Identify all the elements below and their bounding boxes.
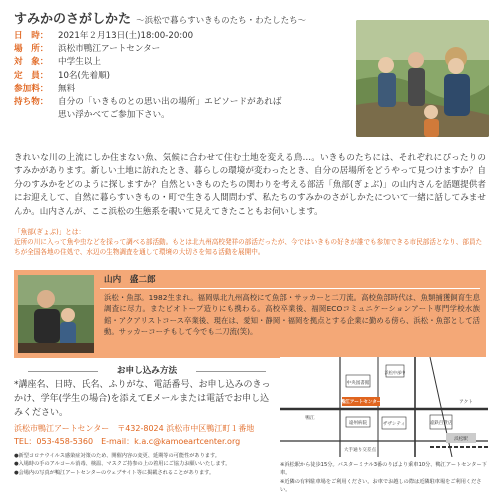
- map-label: 遠鉄百貨店: [429, 421, 453, 426]
- info-value: 無料: [58, 83, 76, 94]
- map-svg: [280, 357, 488, 457]
- info-label: [14, 109, 58, 122]
- access-map: [280, 357, 488, 457]
- contact-info: [14, 423, 276, 448]
- map-center-label: 鴨江アートセンター: [340, 400, 382, 405]
- map-label: ザザシティ: [382, 422, 406, 427]
- map-label: 中央図書館: [346, 381, 370, 386]
- info-label: 日 時：: [14, 31, 49, 41]
- title-sub: 〜浜松で暮らすいきものたち・わたしたち〜: [136, 16, 307, 26]
- event-photo: [356, 20, 489, 137]
- info-value: 10名(先着順): [58, 70, 111, 81]
- info-row-venue: [14, 43, 354, 56]
- fine-line: ●新型コロナウイルス感染症対策のため、開催内容の変更、延期等の可能性があります。: [14, 453, 220, 459]
- info-row-capacity: [14, 70, 354, 83]
- info-value: 浜松市鴨江アートセンター: [58, 44, 161, 55]
- info-row-fee: [14, 83, 354, 96]
- fine-line: ●会場内の写真が鴨江アートセンターのウェブサイト等に掲載されることがあります。: [14, 469, 215, 476]
- speaker-profile: [14, 270, 486, 358]
- gyobu-note: [14, 227, 486, 257]
- info-row-items-cont: [14, 109, 354, 122]
- body-text: きれいな川の上流にしか住まない魚、気候に合わせて住む土地を変える鳥…。いきものたちには、それぞれにぴったりのすみかがあります。新しい土地に訪れたとき、暮らしの環境が変わったとき、自分の居場所をどうやって見つけますか？自分のすみかをどのように探しますか？自然といきものたちの関わりを考える部活「魚部(ぎょぶ)」の山内さんを話題提供者にお迎えして、自然に暮らすいきもの・町で生きる人間問わず、私たちのすみかのさがしかたについて一緒に話してみませんか。山内さんが、ここ浜松の生態系を覗いて見えてきたこともお伺いします。: [14, 153, 486, 217]
- map-label: 大手通り交差点: [343, 448, 377, 453]
- info-value: 中学生以上: [58, 57, 101, 68]
- apply-heading: お申し込み方法: [28, 364, 266, 378]
- info-row-datetime: [14, 30, 354, 43]
- info-row-items: [14, 96, 354, 109]
- contact-address: 浜松市鴨江アートセンター 〒432-8024 浜松市中区鴨江町１番地: [14, 424, 255, 433]
- contact-tel-email[interactable]: TEL：053-458-5360 E-mail：k.a.c@kamoeartcenter.org: [14, 436, 241, 446]
- fine-print: [14, 452, 278, 477]
- speaker-bio: 浜松・魚部。1982生まれ。福岡県北九州高校にて魚部・サッカーと二刀流。高校魚部時代は、魚類捕獲飼育生息調査に尽力。またビオトープ造りにも携わる。高校卒業後、福岡ECOコミュニケーションアート専門学校水族館・アクアリストコース卒業後、現在は、愛知・静岡・福岡を拠点とする企業に勤める傍ら、浜松・魚部として活動。サッカーコーチもして今でも二刀流(笑)。: [104, 293, 480, 337]
- info-value: 2021年２月13日(土)18:00-20:00: [58, 31, 194, 41]
- map-note-line: ※浜松駅から徒歩15分。バスターミナル3番のりばより乗車10分、鴨江アートセンター下車。: [280, 462, 487, 477]
- event-info: [14, 30, 354, 122]
- info-row-target: [14, 56, 354, 69]
- map-label: アクト: [459, 400, 473, 405]
- info-label: 持ち物：: [14, 97, 49, 108]
- info-label: 参加料：: [14, 83, 49, 94]
- speaker-photo: [18, 275, 94, 353]
- map-label: 遠州病院: [348, 421, 368, 426]
- photo-speaker-with-child: [18, 275, 94, 353]
- map-label: 鴨江: [305, 416, 315, 421]
- map-station-label: 浜松駅: [454, 437, 468, 442]
- info-value: 自分の「いきものとの思い出の場所」エピソードがあれば: [58, 97, 282, 108]
- photo-people-by-river: [356, 20, 489, 137]
- info-label: 対 象：: [14, 57, 49, 68]
- speaker-name: 山内 盛二郎: [100, 273, 480, 288]
- map-label: 浜松中部中: [384, 370, 406, 375]
- title-main: すみかのさがしかた: [14, 12, 132, 27]
- info-label: 定 員：: [14, 70, 49, 81]
- map-notes: [280, 461, 490, 495]
- page-title: [14, 8, 344, 27]
- profile-divider: [100, 288, 480, 289]
- info-value: 思い浮かべてご参加下さい。: [58, 110, 170, 121]
- apply-text: *講座名、日時、氏名、ふりがな、電話番号、お申し込みのきっかけ、学年(学生の場合)を添えてEメールまたは電話でお申し込みください。: [14, 380, 271, 418]
- note-head: 「魚部(ぎょぶ)」とは：: [14, 228, 86, 236]
- note-text: 近所の川に入って魚や虫などを採って調べる部活動。もとは北九州高校発祥の部活だったが、今ではいきもの好きが誰でも参加できる市民部活となり、部員たちが全国各地の住処で、水辺の生物調査を通して環境の大切さを知る活動を展開中。: [14, 238, 483, 256]
- fine-line: ●入場時の手のアルコール消毒、検温、マスクご持参の上の着用にご協力お願いいたします。: [14, 461, 231, 468]
- map-note-line: ※近隣の有料駐車場をご利用ください。お車でお越しの際は近隣駐車場をご利用ください。: [280, 478, 482, 494]
- info-label: 場 所：: [14, 44, 49, 55]
